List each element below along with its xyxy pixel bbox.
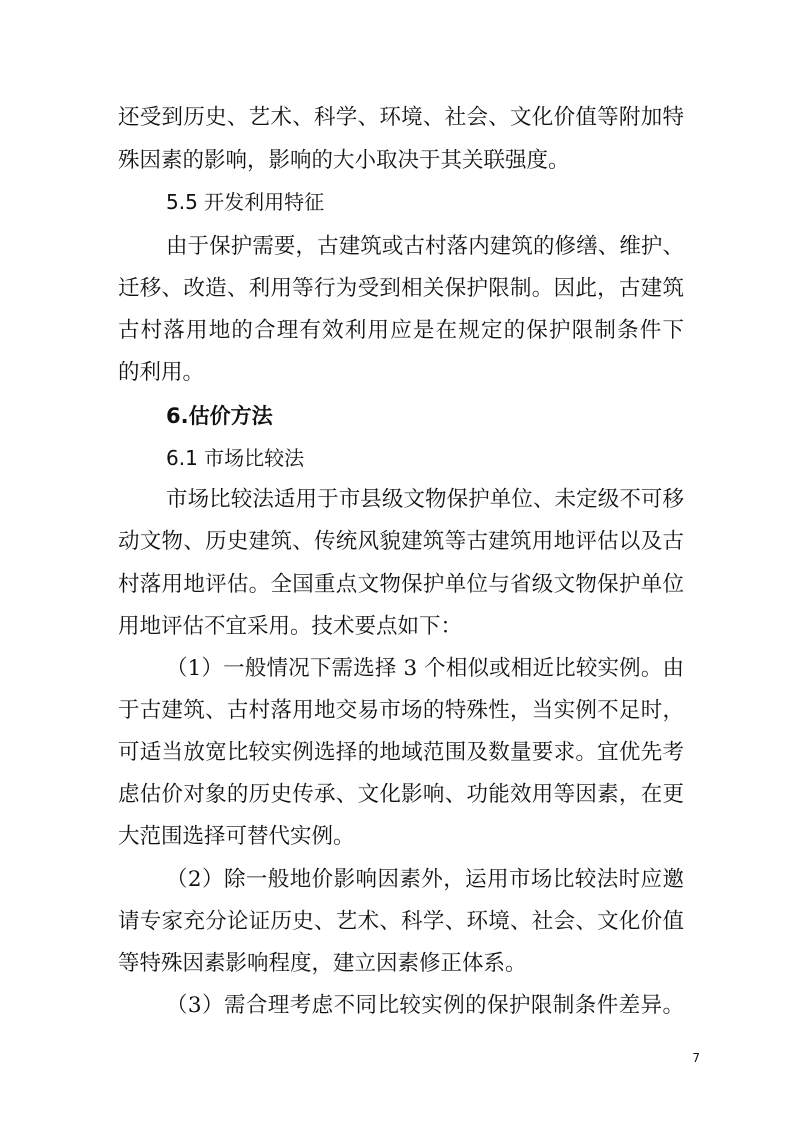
text-line: 古村落用地的合理有效利用应是在规定的保护限制条件下 — [118, 318, 684, 343]
text-line: 请专家充分论证历史、艺术、科学、环境、社会、文化价值 — [118, 909, 684, 934]
text-line: 可适当放宽比较实例选择的地域范围及数量要求。宜优先考 — [118, 740, 684, 765]
list-item-first-line: （2）除一般地价影响因素外，运用市场比较法时应邀 — [166, 867, 684, 892]
list-item-first-line: （1）一般情况下需选择 3 个相似或相近比较实例。由 — [166, 656, 684, 681]
paragraph-first-line: 市场比较法适用于市县级文物保护单位、未定级不可移 — [166, 487, 684, 512]
text-line: 村落用地评估。全国重点文物保护单位与省级文物保护单位 — [118, 572, 684, 597]
list-item-first-line: （3）需合理考虑不同比较实例的保护限制条件差异。 — [166, 993, 684, 1018]
text-line: 动文物、历史建筑、传统风貌建筑等古建筑用地评估以及古 — [118, 529, 684, 554]
section-heading: 5.5 开发利用特征 — [166, 190, 325, 214]
page-number: 7 — [692, 1051, 700, 1065]
text-line: 还受到历史、艺术、科学、环境、社会、文化价值等附加特 — [118, 105, 684, 130]
paragraph-first-line: 由于保护需要，古建筑或古村落内建筑的修缮、维护、 — [166, 234, 684, 259]
text-line: 于古建筑、古村落用地交易市场的特殊性，当实例不足时， — [118, 698, 684, 723]
text-line: 迁移、改造、利用等行为受到相关保护限制。因此，古建筑 — [118, 276, 684, 301]
text-line: 大范围选择可替代实例。 — [118, 824, 355, 849]
text-line: 殊因素的影响，影响的大小取决于其关联强度。 — [118, 148, 570, 173]
text-line: 用地评估不宜采用。技术要点如下： — [118, 614, 463, 639]
chapter-heading: 6.估价方法 — [166, 404, 273, 428]
section-heading: 6.1 市场比较法 — [166, 446, 305, 470]
text-line: 等特殊因素影响程度，建立因素修正体系。 — [118, 951, 527, 976]
text-line: 的利用。 — [118, 360, 205, 385]
text-line: 虑估价对象的历史传承、文化影响、功能效用等因素，在更 — [118, 782, 684, 807]
